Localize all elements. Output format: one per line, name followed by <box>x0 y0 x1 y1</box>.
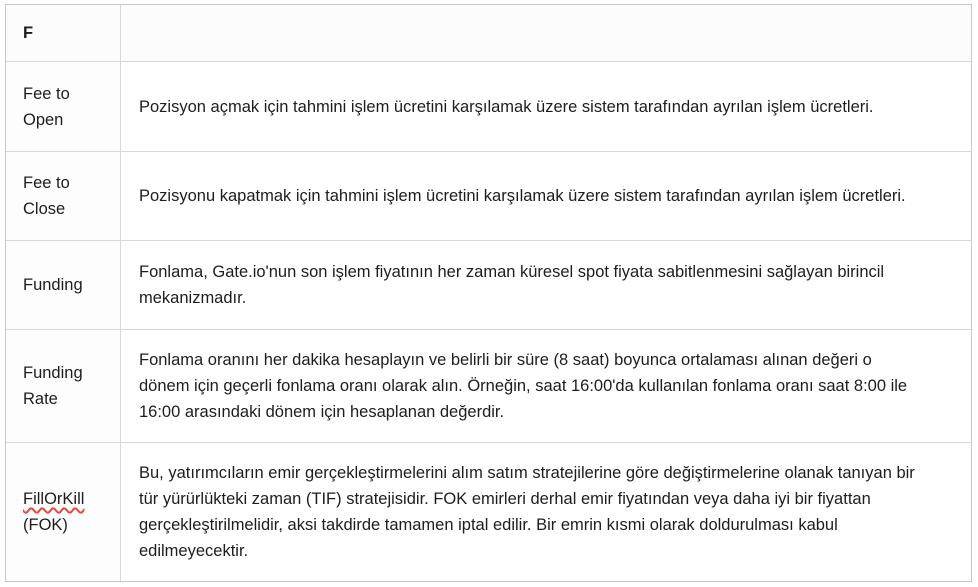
definition-cell <box>121 152 971 240</box>
glossary-table <box>5 4 972 582</box>
term-text: Funding Rate <box>23 364 83 408</box>
term-text: Fee to Open <box>23 84 70 129</box>
table-row-fee-to-close <box>6 152 971 241</box>
definition-cell-header <box>121 5 971 61</box>
table-row-fee-to-open <box>6 62 971 152</box>
table-row-fillorkill <box>6 443 971 581</box>
definition-text: Pozisyonu kapatmak için tahmini işlem ücretini karşılamak üzere sistem tarafından ayrılan işlem ücretleri. <box>139 187 906 205</box>
term-text <box>23 486 84 538</box>
definition-text: Fonlama oranını her dakika hesaplayın ve belirli bir süre (8 saat) boyunca ortalaması alınan değeri o dönem için geçerli fonlama oranı olarak alın. Örneğin, saat 16:00'da kullanılan fonlama oranı saat 8:00 ile 16:00 arasındaki dönem için hesaplanan değerdir. <box>139 351 908 421</box>
term-suffix: (FOK) <box>23 516 68 534</box>
header-letter: F <box>23 24 34 42</box>
definition-cell <box>121 62 971 151</box>
term-cell <box>6 443 121 581</box>
term-cell-header <box>6 5 121 61</box>
table-row-header <box>6 5 971 62</box>
definition-cell <box>121 330 971 442</box>
definition-text: Pozisyon açmak için tahmini işlem ücretini karşılamak üzere sistem tarafından ayrılan işlem ücretleri. <box>139 97 874 116</box>
table-row-funding-rate <box>6 330 971 443</box>
table-row-funding <box>6 241 971 330</box>
definition-text: Bu, yatırımcıların emir gerçekleştirmelerini alım satım stratejilerine göre değiştirmelerine olanak tanıyan bir tür yürürlükteki zaman (TIF) stratejisidir. FOK emirleri derhal emir fiyatından veya daha iyi bir fiyattan gerçekleştirilmelidir, aksi takdirde tamamen iptal edilir. Bir emrin kısmi olarak doldurulması kabul edilmeyecektir. <box>139 464 915 560</box>
definition-cell <box>121 241 971 329</box>
term-text: Funding <box>23 276 83 294</box>
definition-cell <box>121 443 971 581</box>
term-text: Fee to Close <box>23 174 70 218</box>
misspelled-term-word: FillOrKill <box>23 490 85 508</box>
term-cell <box>6 241 121 329</box>
term-cell <box>6 330 121 442</box>
definition-text: Fonlama, Gate.io'nun son işlem fiyatının her zaman küresel spot fiyata sabitlenmesini sağlayan birincil mekanizmadır. <box>139 263 885 307</box>
term-cell <box>6 152 121 240</box>
term-cell <box>6 62 121 151</box>
